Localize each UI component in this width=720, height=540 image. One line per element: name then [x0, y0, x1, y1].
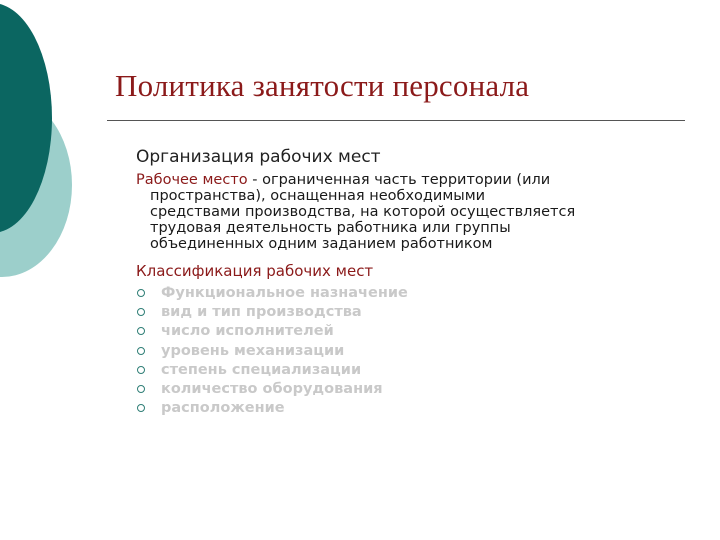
circle-bullet-icon: [137, 404, 145, 412]
definition-line: средствами производства, на которой осуществляется: [150, 204, 576, 220]
list-item-label: число исполнителей: [161, 323, 334, 340]
list-item-label: уровень механизации: [161, 342, 345, 359]
list-item: [136, 360, 408, 379]
list-item-label: расположение: [161, 400, 285, 417]
list-item: [136, 341, 408, 360]
definition-line: пространства), оснащенная необходимыми: [150, 188, 486, 204]
slide-title: Политика занятости персонала: [115, 68, 530, 103]
list-item-label: Функциональное назначение: [161, 284, 408, 301]
list-item-label: вид и тип производства: [161, 303, 362, 320]
circle-bullet-icon: [137, 347, 145, 355]
decorative-circles: [0, 0, 120, 300]
definition-first-line: [136, 172, 696, 188]
circle-bullet-icon: [137, 289, 145, 297]
definition-line: объединенных одним заданием работником: [150, 236, 493, 252]
circle-bullet-icon: [137, 308, 145, 316]
definition-line: трудовая деятельность работника или группы: [150, 220, 511, 236]
definition-term: Рабочее место: [136, 172, 248, 188]
workplace-definition: [136, 172, 696, 252]
list-item-label: количество оборудования: [161, 381, 383, 398]
list-item: [136, 322, 408, 341]
circle-bullet-icon: [137, 385, 145, 393]
classification-heading: Классификация рабочих мест: [136, 262, 374, 280]
section-subtitle: Организация рабочих мест: [136, 147, 381, 167]
title-divider: [107, 120, 685, 121]
list-item: [136, 379, 408, 398]
circle-bullet-icon: [137, 366, 145, 374]
list-item: [136, 283, 408, 302]
circle-bullet-icon: [137, 327, 145, 335]
definition-text-start: - ограниченная часть территории (или: [247, 172, 551, 188]
classification-list: [136, 283, 408, 418]
list-item: [136, 399, 408, 418]
list-item-label: степень специализации: [161, 361, 362, 378]
list-item: [136, 302, 408, 321]
